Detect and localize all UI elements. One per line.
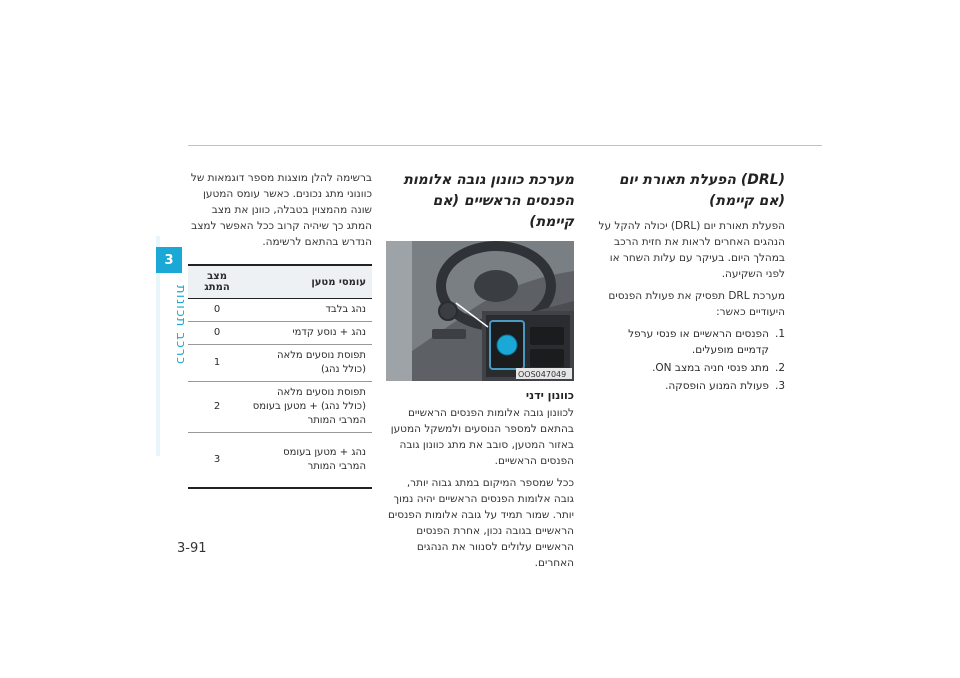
switch-value: 0 (188, 299, 246, 322)
load-section (188, 170, 372, 489)
list-item (597, 326, 785, 358)
leveling-paragraph-1: לכוונון גובה אלומות הפנסים הראשיים בהתאם למספר הנוסעים ולמשקל המטען באזור המטען, סובב את מתג כוונון גובה הפנסים הראשיים. (390, 407, 574, 467)
leveling-title-line1: מערכת כוונון גובה אלומות (403, 172, 574, 188)
dashboard-photo (386, 241, 574, 381)
table-row (188, 299, 372, 322)
step-text: מתג פנסי חניה במצב ON. (652, 362, 769, 374)
load-text: נהג + נוסע קדמי (292, 327, 366, 338)
page-number: 3-91 (177, 541, 207, 556)
load-text: תפוסת נוסעים מלאה (276, 350, 366, 361)
table-row (188, 322, 372, 345)
top-divider (188, 145, 822, 146)
leveling-paragraph-2: ככל שמספר המיקום במתג גבוה יותר, גובה אלומות הפנסים הראשיים יהיה נמוך יותר. שמור תמיד על גובה אלומות הפנסים הראשיים בגובה נכון, אחרת הפנסים הראשיים עלולים לסנוור את הנהגים האחרים. (387, 477, 574, 569)
load-paragraph: ברשימה להלן מוצגות מספר דוגמאות של כוונוני מתג נכונים. כאשר עומס המטען שונה מהמצוין בטבלה, כוונן את מצב המתג כך שיהיה קרוב ככל האפשר למצב הנדרש בהתאם לרשימה. (190, 172, 372, 248)
list-item (597, 360, 785, 376)
drl-paragraph-2: מערכת DRL תפסיק את פעולת הפנסים היעודיים כאשר: (608, 290, 785, 318)
switch-position-table (188, 264, 372, 489)
table-header-row (188, 265, 372, 299)
drl-title-line1: (DRL) הפעלת תאורת יום (618, 172, 785, 188)
load-text: המרבי המותר (307, 415, 366, 426)
step-text: הפנסים הראשיים או פנסי ערפל קדמיים מופעלים. (628, 328, 769, 356)
header-switch: מצב המתג (188, 265, 246, 299)
drl-title (597, 170, 785, 212)
leveling-title-line2: הפנסים הראשיים (אם קיימת) (432, 193, 574, 230)
load-text: נהג + מטען בעומס (283, 447, 366, 458)
load-cell (246, 299, 372, 322)
switch-value: 3 (188, 433, 246, 489)
dashboard-illustration (386, 241, 574, 381)
switch-value: 2 (188, 382, 246, 433)
drl-title-line2: (אם קיימת) (709, 193, 785, 209)
manual-leveling-heading: כוונון ידני (525, 389, 574, 402)
header-load: עומסי מטען (246, 265, 372, 299)
leveling-section (386, 170, 574, 577)
switch-value: 0 (188, 322, 246, 345)
table-row (188, 382, 372, 433)
load-cell (246, 345, 372, 382)
drl-steps-list (597, 326, 785, 394)
step-number: 2. (774, 362, 785, 374)
chapter-label: כרכב תכונות (173, 285, 188, 365)
step-number: 3. (774, 380, 785, 392)
load-text: המרבי המותר (307, 461, 366, 472)
load-cell (246, 382, 372, 433)
load-text: (כולל נהג) + מטען בעומס (252, 401, 366, 412)
step-number: 1. (774, 328, 785, 340)
photo-code: OOS047049 (518, 370, 567, 379)
load-cell (246, 322, 372, 345)
step-text: פעולת המנוע הופסקה. (665, 380, 769, 392)
load-text: תפוסת נוסעים מלאה (276, 387, 366, 398)
table-row (188, 433, 372, 489)
drl-section (597, 170, 785, 396)
load-cell (246, 433, 372, 489)
list-item (597, 378, 785, 394)
table-row (188, 345, 372, 382)
load-text: (כולל נהג) (320, 364, 366, 375)
drl-paragraph-1: הפעלת תאורת יום (DRL) יכולה להקל על הנהגים האחרים לראות את חזית הרכב במהלך היום. בעיקר עם עלות השחר או לפני השקיעה. (598, 220, 785, 280)
load-text: נהג בלבד (325, 304, 366, 315)
leveling-title (386, 170, 574, 233)
switch-value: 1 (188, 345, 246, 382)
chapter-number-tab: 3 (156, 247, 182, 273)
